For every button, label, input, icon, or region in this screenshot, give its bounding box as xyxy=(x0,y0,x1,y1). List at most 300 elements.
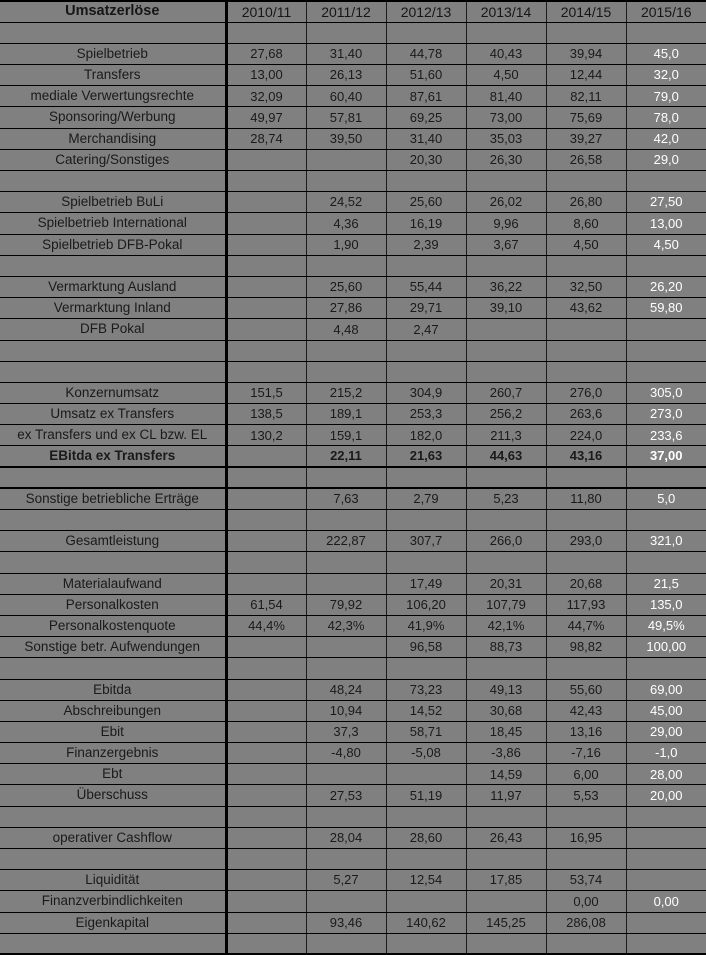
data-cell: 73,23 xyxy=(386,679,466,700)
row-label: Liquidität xyxy=(0,870,226,891)
data-cell xyxy=(226,340,306,361)
table-spacer-row xyxy=(0,361,706,382)
row-label: ex Transfers und ex CL bzw. EL xyxy=(0,425,226,446)
data-cell: 42,43 xyxy=(546,700,626,721)
data-cell: 37,00 xyxy=(626,446,706,467)
column-header: 2015/16 xyxy=(626,1,706,22)
data-cell: 43,16 xyxy=(546,446,626,467)
data-cell: 107,79 xyxy=(466,594,546,615)
data-cell: 138,5 xyxy=(226,404,306,425)
table-row xyxy=(0,700,706,721)
data-cell xyxy=(226,785,306,806)
data-cell: 21,5 xyxy=(626,573,706,594)
data-cell xyxy=(626,255,706,276)
data-cell: 25,60 xyxy=(386,192,466,213)
data-cell xyxy=(626,870,706,891)
data-cell xyxy=(626,912,706,933)
table-row xyxy=(0,743,706,764)
data-cell: 4,50 xyxy=(626,234,706,255)
data-cell xyxy=(306,658,386,679)
data-cell xyxy=(306,171,386,192)
data-cell: 39,94 xyxy=(546,43,626,64)
data-cell: 182,0 xyxy=(386,425,466,446)
data-cell: 233,6 xyxy=(626,425,706,446)
data-cell xyxy=(626,933,706,954)
data-cell: 79,0 xyxy=(626,86,706,107)
data-cell: 98,82 xyxy=(546,637,626,658)
data-cell: 53,74 xyxy=(546,870,626,891)
data-cell: 276,0 xyxy=(546,382,626,403)
data-cell xyxy=(626,22,706,43)
row-label: Personalkosten xyxy=(0,594,226,615)
data-cell: 42,1% xyxy=(466,615,546,636)
data-cell: 215,2 xyxy=(306,382,386,403)
data-cell: 224,0 xyxy=(546,425,626,446)
data-cell: 222,87 xyxy=(306,531,386,552)
data-cell xyxy=(546,361,626,382)
data-cell xyxy=(466,22,546,43)
data-cell: 4,48 xyxy=(306,319,386,340)
data-cell: 6,00 xyxy=(546,764,626,785)
row-label: Ebit xyxy=(0,721,226,742)
data-cell: 5,27 xyxy=(306,870,386,891)
data-cell xyxy=(386,340,466,361)
data-cell: 189,1 xyxy=(306,404,386,425)
data-cell: 32,09 xyxy=(226,86,306,107)
data-cell: 55,60 xyxy=(546,679,626,700)
data-cell: 26,58 xyxy=(546,149,626,170)
data-cell: 32,50 xyxy=(546,276,626,297)
data-cell: 26,13 xyxy=(306,65,386,86)
data-cell: 29,00 xyxy=(626,721,706,742)
data-cell: 100,00 xyxy=(626,637,706,658)
data-cell: 256,2 xyxy=(466,404,546,425)
data-cell xyxy=(306,149,386,170)
data-cell: 30,68 xyxy=(466,700,546,721)
data-cell: 20,30 xyxy=(386,149,466,170)
data-cell: 0,00 xyxy=(626,891,706,912)
table-spacer-row xyxy=(0,933,706,954)
row-label: Spielbetrieb BuLi xyxy=(0,192,226,213)
row-label: Spielbetrieb xyxy=(0,43,226,64)
data-cell: 25,60 xyxy=(306,276,386,297)
table-spacer-row xyxy=(0,467,706,488)
data-cell xyxy=(306,340,386,361)
row-label: Ebt xyxy=(0,764,226,785)
data-cell: 49,97 xyxy=(226,107,306,128)
data-cell xyxy=(466,933,546,954)
data-cell: 20,00 xyxy=(626,785,706,806)
data-cell: 69,00 xyxy=(626,679,706,700)
table-row xyxy=(0,891,706,912)
data-cell: 14,52 xyxy=(386,700,466,721)
data-cell: 5,23 xyxy=(466,488,546,509)
data-cell: 13,00 xyxy=(626,213,706,234)
data-cell: 81,40 xyxy=(466,86,546,107)
data-cell xyxy=(626,849,706,870)
row-label: Merchandising xyxy=(0,128,226,149)
data-cell: 286,08 xyxy=(546,912,626,933)
table-row xyxy=(0,192,706,213)
table-row xyxy=(0,637,706,658)
data-cell: 3,67 xyxy=(466,234,546,255)
data-cell xyxy=(626,171,706,192)
data-cell xyxy=(226,827,306,848)
data-cell xyxy=(306,849,386,870)
data-cell: 9,96 xyxy=(466,213,546,234)
table-spacer-row xyxy=(0,510,706,531)
data-cell xyxy=(546,933,626,954)
data-cell xyxy=(226,658,306,679)
data-cell: 26,20 xyxy=(626,276,706,297)
data-cell: 51,60 xyxy=(386,65,466,86)
data-cell: 11,80 xyxy=(546,488,626,509)
data-cell xyxy=(306,806,386,827)
row-label: Sponsoring/Werbung xyxy=(0,107,226,128)
data-cell: 78,0 xyxy=(626,107,706,128)
table-row xyxy=(0,234,706,255)
table-row xyxy=(0,827,706,848)
data-cell: 8,60 xyxy=(546,213,626,234)
table-spacer-row xyxy=(0,255,706,276)
data-cell: -4,80 xyxy=(306,743,386,764)
data-cell xyxy=(386,467,466,488)
table-spacer-row xyxy=(0,849,706,870)
data-cell xyxy=(226,319,306,340)
data-cell xyxy=(466,171,546,192)
data-cell: 17,85 xyxy=(466,870,546,891)
table-row xyxy=(0,65,706,86)
data-cell xyxy=(466,510,546,531)
data-cell xyxy=(306,467,386,488)
data-cell xyxy=(546,849,626,870)
row-label xyxy=(0,340,226,361)
data-cell: 29,0 xyxy=(626,149,706,170)
data-cell: 7,63 xyxy=(306,488,386,509)
data-cell: 27,86 xyxy=(306,298,386,319)
data-cell xyxy=(626,510,706,531)
data-cell: 130,2 xyxy=(226,425,306,446)
data-cell: -5,08 xyxy=(386,743,466,764)
data-cell xyxy=(306,510,386,531)
data-cell xyxy=(306,361,386,382)
data-cell xyxy=(386,849,466,870)
data-cell xyxy=(466,658,546,679)
column-header: 2014/15 xyxy=(546,1,626,22)
column-header: 2013/14 xyxy=(466,1,546,22)
data-cell xyxy=(626,552,706,573)
table-header-row xyxy=(0,1,706,22)
data-cell xyxy=(626,361,706,382)
data-cell xyxy=(626,467,706,488)
row-label: Materialaufwand xyxy=(0,573,226,594)
data-cell: 82,11 xyxy=(546,86,626,107)
data-cell xyxy=(226,870,306,891)
data-cell: 55,44 xyxy=(386,276,466,297)
data-cell: 93,46 xyxy=(306,912,386,933)
data-cell xyxy=(226,721,306,742)
data-cell xyxy=(226,679,306,700)
table-row xyxy=(0,425,706,446)
table-spacer-row xyxy=(0,171,706,192)
table-spacer-row xyxy=(0,658,706,679)
data-cell xyxy=(226,361,306,382)
data-cell: 39,10 xyxy=(466,298,546,319)
data-cell xyxy=(226,171,306,192)
row-label xyxy=(0,361,226,382)
data-cell: 28,60 xyxy=(386,827,466,848)
row-label: Ebitda xyxy=(0,679,226,700)
data-cell: 20,68 xyxy=(546,573,626,594)
row-label: Gesamtleistung xyxy=(0,531,226,552)
data-cell: 28,04 xyxy=(306,827,386,848)
row-label xyxy=(0,510,226,531)
data-cell xyxy=(306,22,386,43)
data-cell: 10,94 xyxy=(306,700,386,721)
data-cell: 73,00 xyxy=(466,107,546,128)
data-cell: 26,43 xyxy=(466,827,546,848)
data-cell: -1,0 xyxy=(626,743,706,764)
table-row xyxy=(0,213,706,234)
data-cell: 43,62 xyxy=(546,298,626,319)
table-spacer-row xyxy=(0,806,706,827)
data-cell: 321,0 xyxy=(626,531,706,552)
data-cell: 2,39 xyxy=(386,234,466,255)
data-cell: 304,9 xyxy=(386,382,466,403)
table-row xyxy=(0,488,706,509)
data-cell: 58,71 xyxy=(386,721,466,742)
data-cell xyxy=(466,319,546,340)
data-cell xyxy=(546,467,626,488)
data-cell xyxy=(226,531,306,552)
data-cell xyxy=(546,510,626,531)
row-label: Vermarktung Ausland xyxy=(0,276,226,297)
data-cell: 75,69 xyxy=(546,107,626,128)
data-cell: -7,16 xyxy=(546,743,626,764)
data-cell: 21,63 xyxy=(386,446,466,467)
data-cell: 307,7 xyxy=(386,531,466,552)
row-label: Sonstige betr. Aufwendungen xyxy=(0,637,226,658)
data-cell xyxy=(546,340,626,361)
data-cell xyxy=(226,700,306,721)
data-cell xyxy=(386,171,466,192)
data-cell: 263,6 xyxy=(546,404,626,425)
data-cell: 4,50 xyxy=(546,234,626,255)
data-cell xyxy=(386,806,466,827)
table-row xyxy=(0,531,706,552)
data-cell xyxy=(226,276,306,297)
data-cell: 28,74 xyxy=(226,128,306,149)
data-cell xyxy=(386,22,466,43)
data-cell xyxy=(226,849,306,870)
row-label xyxy=(0,171,226,192)
data-cell xyxy=(386,510,466,531)
data-cell xyxy=(306,764,386,785)
row-label: DFB Pokal xyxy=(0,319,226,340)
data-cell xyxy=(226,806,306,827)
row-label: Überschuss xyxy=(0,785,226,806)
data-cell: 35,03 xyxy=(466,128,546,149)
data-cell xyxy=(226,637,306,658)
data-cell: 293,0 xyxy=(546,531,626,552)
data-cell xyxy=(386,933,466,954)
data-cell xyxy=(226,467,306,488)
data-cell: 16,95 xyxy=(546,827,626,848)
table-row xyxy=(0,679,706,700)
data-cell xyxy=(626,340,706,361)
data-cell: 117,93 xyxy=(546,594,626,615)
row-label xyxy=(0,22,226,43)
data-cell: 28,00 xyxy=(626,764,706,785)
data-cell: 45,0 xyxy=(626,43,706,64)
data-cell: 1,90 xyxy=(306,234,386,255)
data-cell: 266,0 xyxy=(466,531,546,552)
data-cell xyxy=(226,552,306,573)
data-cell xyxy=(546,552,626,573)
data-cell: 44,7% xyxy=(546,615,626,636)
data-cell: 24,52 xyxy=(306,192,386,213)
data-cell: 32,0 xyxy=(626,65,706,86)
data-cell xyxy=(466,891,546,912)
table-body xyxy=(0,1,706,954)
data-cell xyxy=(306,573,386,594)
data-cell xyxy=(226,298,306,319)
data-cell: 11,97 xyxy=(466,785,546,806)
data-cell: 253,3 xyxy=(386,404,466,425)
data-cell: 135,0 xyxy=(626,594,706,615)
row-label: Catering/Sonstiges xyxy=(0,149,226,170)
data-cell: 18,45 xyxy=(466,721,546,742)
data-cell xyxy=(226,488,306,509)
table-row xyxy=(0,298,706,319)
data-cell: 14,59 xyxy=(466,764,546,785)
data-cell: 4,50 xyxy=(466,65,546,86)
data-cell: 44,78 xyxy=(386,43,466,64)
data-cell xyxy=(226,213,306,234)
data-cell: 44,4% xyxy=(226,615,306,636)
data-cell xyxy=(466,552,546,573)
table-row xyxy=(0,446,706,467)
data-cell: 41,9% xyxy=(386,615,466,636)
column-header: 2011/12 xyxy=(306,1,386,22)
table-row xyxy=(0,43,706,64)
table-corner-title: Umsatzerlöse xyxy=(0,1,226,22)
data-cell: 26,02 xyxy=(466,192,546,213)
row-label: Umsatz ex Transfers xyxy=(0,404,226,425)
data-cell: 0,00 xyxy=(546,891,626,912)
data-cell xyxy=(386,764,466,785)
table-row xyxy=(0,573,706,594)
data-cell: 88,73 xyxy=(466,637,546,658)
row-label: EBitda ex Transfers xyxy=(0,446,226,467)
data-cell: 79,92 xyxy=(306,594,386,615)
data-cell xyxy=(626,806,706,827)
data-cell xyxy=(386,255,466,276)
data-cell: 13,00 xyxy=(226,65,306,86)
data-cell xyxy=(466,255,546,276)
table-spacer-row xyxy=(0,22,706,43)
data-cell xyxy=(226,743,306,764)
table-row xyxy=(0,149,706,170)
data-cell: 12,44 xyxy=(546,65,626,86)
data-cell xyxy=(306,255,386,276)
row-label: Finanzergebnis xyxy=(0,743,226,764)
row-label: Eigenkapital xyxy=(0,912,226,933)
row-label: Konzernumsatz xyxy=(0,382,226,403)
data-cell: 96,58 xyxy=(386,637,466,658)
row-label: Vermarktung Inland xyxy=(0,298,226,319)
data-cell: 39,27 xyxy=(546,128,626,149)
column-header: 2010/11 xyxy=(226,1,306,22)
data-cell: 26,30 xyxy=(466,149,546,170)
data-cell xyxy=(386,361,466,382)
data-cell xyxy=(626,658,706,679)
data-cell: 305,0 xyxy=(626,382,706,403)
data-cell: 51,19 xyxy=(386,785,466,806)
data-cell: 31,40 xyxy=(306,43,386,64)
data-cell xyxy=(546,171,626,192)
row-label: mediale Verwertungsrechte xyxy=(0,86,226,107)
data-cell xyxy=(546,255,626,276)
data-cell: 42,3% xyxy=(306,615,386,636)
data-cell: 57,81 xyxy=(306,107,386,128)
data-cell: 140,62 xyxy=(386,912,466,933)
data-cell xyxy=(306,891,386,912)
row-label xyxy=(0,806,226,827)
table-row xyxy=(0,86,706,107)
data-cell: 59,80 xyxy=(626,298,706,319)
data-cell xyxy=(226,255,306,276)
table-row xyxy=(0,404,706,425)
data-cell xyxy=(546,319,626,340)
data-cell: 2,79 xyxy=(386,488,466,509)
data-cell xyxy=(226,912,306,933)
data-cell: 49,5% xyxy=(626,615,706,636)
data-cell xyxy=(306,552,386,573)
table-row xyxy=(0,319,706,340)
data-cell xyxy=(226,234,306,255)
table-row xyxy=(0,764,706,785)
data-cell xyxy=(226,192,306,213)
data-cell: 5,0 xyxy=(626,488,706,509)
data-cell: 40,43 xyxy=(466,43,546,64)
data-cell: 69,25 xyxy=(386,107,466,128)
data-cell xyxy=(226,446,306,467)
data-cell xyxy=(546,658,626,679)
row-label xyxy=(0,658,226,679)
row-label xyxy=(0,552,226,573)
data-cell: 36,22 xyxy=(466,276,546,297)
data-cell: 211,3 xyxy=(466,425,546,446)
table-spacer-row xyxy=(0,340,706,361)
data-cell: 159,1 xyxy=(306,425,386,446)
data-cell: 106,20 xyxy=(386,594,466,615)
data-cell: -3,86 xyxy=(466,743,546,764)
data-cell xyxy=(466,340,546,361)
table-spacer-row xyxy=(0,552,706,573)
data-cell: 13,16 xyxy=(546,721,626,742)
data-cell: 27,50 xyxy=(626,192,706,213)
data-cell xyxy=(306,933,386,954)
table-row xyxy=(0,785,706,806)
table-row xyxy=(0,721,706,742)
data-cell xyxy=(226,149,306,170)
data-cell: 26,80 xyxy=(546,192,626,213)
data-cell: 48,24 xyxy=(306,679,386,700)
data-cell: 27,68 xyxy=(226,43,306,64)
data-cell: 4,36 xyxy=(306,213,386,234)
row-label: Abschreibungen xyxy=(0,700,226,721)
